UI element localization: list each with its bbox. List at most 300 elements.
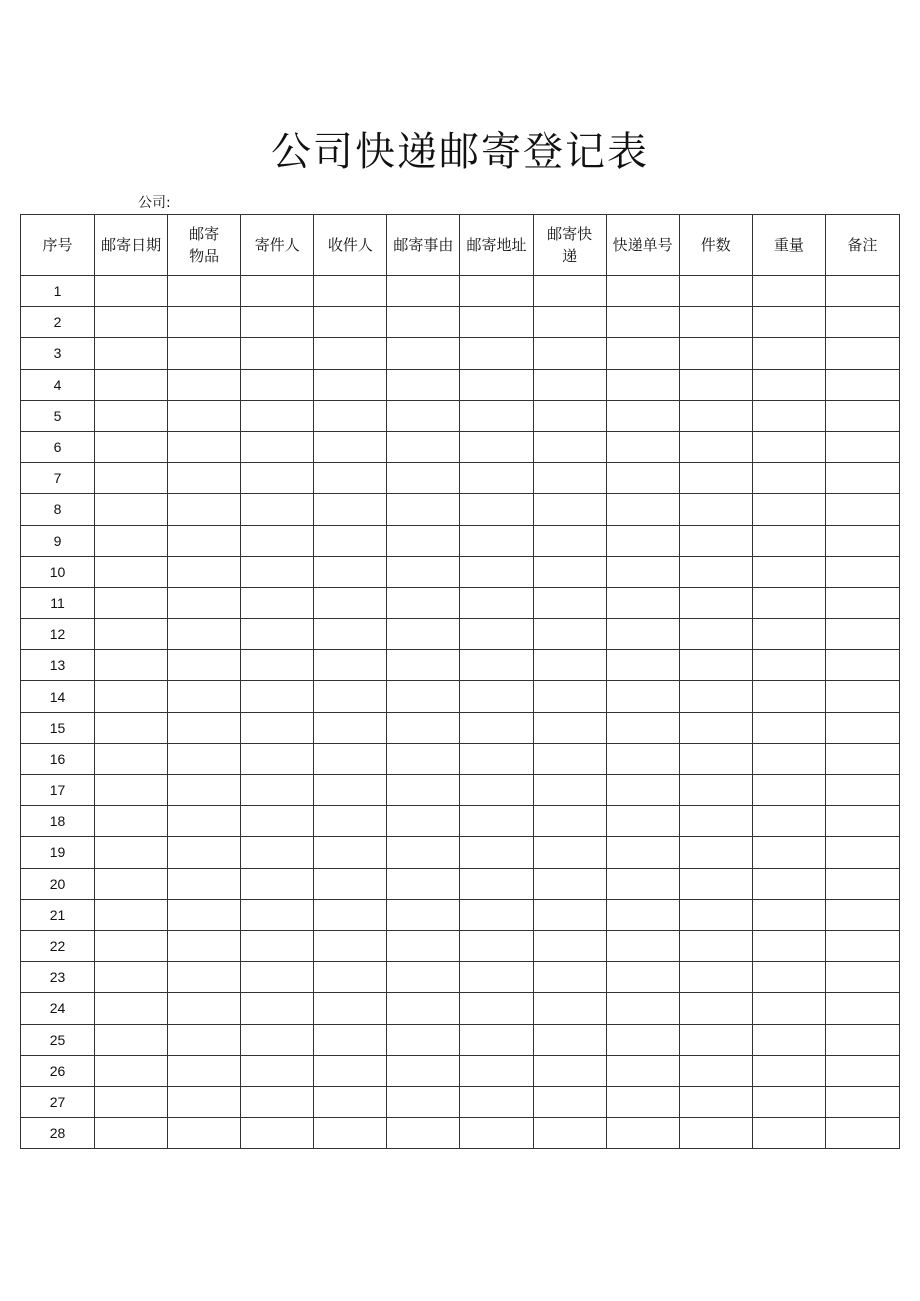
empty-entry-cell[interactable] [533, 431, 606, 462]
empty-entry-cell[interactable] [679, 369, 752, 400]
empty-entry-cell[interactable] [168, 619, 241, 650]
empty-entry-cell[interactable] [606, 525, 679, 556]
empty-entry-cell[interactable] [752, 650, 825, 681]
empty-entry-cell[interactable] [95, 1086, 168, 1117]
empty-entry-cell[interactable] [168, 1086, 241, 1117]
empty-entry-cell[interactable] [168, 556, 241, 587]
empty-entry-cell[interactable] [533, 962, 606, 993]
empty-entry-cell[interactable] [314, 369, 387, 400]
empty-entry-cell[interactable] [752, 806, 825, 837]
empty-entry-cell[interactable] [168, 587, 241, 618]
empty-entry-cell[interactable] [825, 338, 899, 369]
empty-entry-cell[interactable] [387, 525, 460, 556]
empty-entry-cell[interactable] [314, 307, 387, 338]
empty-entry-cell[interactable] [241, 400, 314, 431]
empty-entry-cell[interactable] [460, 899, 533, 930]
empty-entry-cell[interactable] [606, 338, 679, 369]
empty-entry-cell[interactable] [752, 775, 825, 806]
empty-entry-cell[interactable] [460, 1118, 533, 1149]
empty-entry-cell[interactable] [533, 338, 606, 369]
empty-entry-cell[interactable] [679, 556, 752, 587]
empty-entry-cell[interactable] [606, 743, 679, 774]
empty-entry-cell[interactable] [606, 993, 679, 1024]
empty-entry-cell[interactable] [241, 1118, 314, 1149]
empty-entry-cell[interactable] [752, 868, 825, 899]
empty-entry-cell[interactable] [606, 1086, 679, 1117]
empty-entry-cell[interactable] [533, 806, 606, 837]
empty-entry-cell[interactable] [606, 681, 679, 712]
empty-entry-cell[interactable] [241, 276, 314, 307]
empty-entry-cell[interactable] [533, 775, 606, 806]
empty-entry-cell[interactable] [168, 806, 241, 837]
empty-entry-cell[interactable] [825, 431, 899, 462]
empty-entry-cell[interactable] [95, 587, 168, 618]
empty-entry-cell[interactable] [533, 993, 606, 1024]
empty-entry-cell[interactable] [752, 338, 825, 369]
empty-entry-cell[interactable] [679, 930, 752, 961]
empty-entry-cell[interactable] [241, 837, 314, 868]
empty-entry-cell[interactable] [679, 899, 752, 930]
empty-entry-cell[interactable] [460, 650, 533, 681]
empty-entry-cell[interactable] [168, 307, 241, 338]
empty-entry-cell[interactable] [168, 743, 241, 774]
empty-entry-cell[interactable] [825, 712, 899, 743]
empty-entry-cell[interactable] [533, 556, 606, 587]
empty-entry-cell[interactable] [241, 712, 314, 743]
empty-entry-cell[interactable] [460, 431, 533, 462]
empty-entry-cell[interactable] [752, 463, 825, 494]
empty-entry-cell[interactable] [679, 619, 752, 650]
empty-entry-cell[interactable] [314, 993, 387, 1024]
empty-entry-cell[interactable] [314, 962, 387, 993]
empty-entry-cell[interactable] [679, 1118, 752, 1149]
empty-entry-cell[interactable] [387, 587, 460, 618]
empty-entry-cell[interactable] [460, 962, 533, 993]
empty-entry-cell[interactable] [168, 868, 241, 899]
empty-entry-cell[interactable] [168, 775, 241, 806]
empty-entry-cell[interactable] [168, 993, 241, 1024]
empty-entry-cell[interactable] [241, 868, 314, 899]
empty-entry-cell[interactable] [679, 463, 752, 494]
empty-entry-cell[interactable] [606, 899, 679, 930]
empty-entry-cell[interactable] [95, 463, 168, 494]
empty-entry-cell[interactable] [460, 619, 533, 650]
empty-entry-cell[interactable] [387, 712, 460, 743]
empty-entry-cell[interactable] [95, 650, 168, 681]
empty-entry-cell[interactable] [679, 494, 752, 525]
empty-entry-cell[interactable] [314, 681, 387, 712]
empty-entry-cell[interactable] [314, 1055, 387, 1086]
empty-entry-cell[interactable] [679, 712, 752, 743]
empty-entry-cell[interactable] [533, 276, 606, 307]
empty-entry-cell[interactable] [825, 307, 899, 338]
empty-entry-cell[interactable] [533, 837, 606, 868]
empty-entry-cell[interactable] [606, 619, 679, 650]
empty-entry-cell[interactable] [533, 619, 606, 650]
empty-entry-cell[interactable] [314, 1024, 387, 1055]
empty-entry-cell[interactable] [314, 775, 387, 806]
empty-entry-cell[interactable] [606, 1055, 679, 1086]
empty-entry-cell[interactable] [460, 338, 533, 369]
empty-entry-cell[interactable] [314, 494, 387, 525]
empty-entry-cell[interactable] [825, 930, 899, 961]
empty-entry-cell[interactable] [533, 743, 606, 774]
empty-entry-cell[interactable] [825, 1086, 899, 1117]
empty-entry-cell[interactable] [606, 494, 679, 525]
empty-entry-cell[interactable] [679, 431, 752, 462]
empty-entry-cell[interactable] [387, 993, 460, 1024]
empty-entry-cell[interactable] [387, 1086, 460, 1117]
empty-entry-cell[interactable] [168, 837, 241, 868]
empty-entry-cell[interactable] [825, 400, 899, 431]
empty-entry-cell[interactable] [314, 868, 387, 899]
empty-entry-cell[interactable] [825, 962, 899, 993]
empty-entry-cell[interactable] [314, 619, 387, 650]
empty-entry-cell[interactable] [168, 525, 241, 556]
empty-entry-cell[interactable] [460, 775, 533, 806]
empty-entry-cell[interactable] [533, 307, 606, 338]
empty-entry-cell[interactable] [533, 1055, 606, 1086]
empty-entry-cell[interactable] [387, 681, 460, 712]
empty-entry-cell[interactable] [460, 1024, 533, 1055]
empty-entry-cell[interactable] [168, 962, 241, 993]
empty-entry-cell[interactable] [460, 712, 533, 743]
empty-entry-cell[interactable] [460, 556, 533, 587]
empty-entry-cell[interactable] [752, 962, 825, 993]
empty-entry-cell[interactable] [314, 556, 387, 587]
empty-entry-cell[interactable] [241, 307, 314, 338]
empty-entry-cell[interactable] [825, 369, 899, 400]
empty-entry-cell[interactable] [241, 993, 314, 1024]
empty-entry-cell[interactable] [95, 837, 168, 868]
empty-entry-cell[interactable] [387, 743, 460, 774]
empty-entry-cell[interactable] [387, 338, 460, 369]
empty-entry-cell[interactable] [533, 525, 606, 556]
empty-entry-cell[interactable] [387, 1055, 460, 1086]
empty-entry-cell[interactable] [679, 775, 752, 806]
empty-entry-cell[interactable] [679, 962, 752, 993]
empty-entry-cell[interactable] [752, 556, 825, 587]
empty-entry-cell[interactable] [606, 556, 679, 587]
empty-entry-cell[interactable] [606, 369, 679, 400]
empty-entry-cell[interactable] [95, 338, 168, 369]
empty-entry-cell[interactable] [460, 463, 533, 494]
empty-entry-cell[interactable] [314, 525, 387, 556]
empty-entry-cell[interactable] [95, 619, 168, 650]
empty-entry-cell[interactable] [533, 587, 606, 618]
empty-entry-cell[interactable] [752, 681, 825, 712]
empty-entry-cell[interactable] [95, 993, 168, 1024]
empty-entry-cell[interactable] [387, 307, 460, 338]
empty-entry-cell[interactable] [168, 1055, 241, 1086]
empty-entry-cell[interactable] [752, 431, 825, 462]
empty-entry-cell[interactable] [752, 525, 825, 556]
empty-entry-cell[interactable] [752, 494, 825, 525]
empty-entry-cell[interactable] [241, 899, 314, 930]
empty-entry-cell[interactable] [533, 930, 606, 961]
empty-entry-cell[interactable] [168, 400, 241, 431]
empty-entry-cell[interactable] [241, 587, 314, 618]
empty-entry-cell[interactable] [241, 743, 314, 774]
empty-entry-cell[interactable] [533, 494, 606, 525]
empty-entry-cell[interactable] [825, 276, 899, 307]
empty-entry-cell[interactable] [825, 525, 899, 556]
empty-entry-cell[interactable] [679, 993, 752, 1024]
empty-entry-cell[interactable] [387, 775, 460, 806]
empty-entry-cell[interactable] [95, 525, 168, 556]
empty-entry-cell[interactable] [95, 1118, 168, 1149]
empty-entry-cell[interactable] [533, 1118, 606, 1149]
empty-entry-cell[interactable] [95, 775, 168, 806]
empty-entry-cell[interactable] [241, 556, 314, 587]
empty-entry-cell[interactable] [752, 712, 825, 743]
empty-entry-cell[interactable] [825, 650, 899, 681]
empty-entry-cell[interactable] [314, 463, 387, 494]
empty-entry-cell[interactable] [825, 1024, 899, 1055]
empty-entry-cell[interactable] [460, 525, 533, 556]
empty-entry-cell[interactable] [679, 587, 752, 618]
empty-entry-cell[interactable] [825, 899, 899, 930]
empty-entry-cell[interactable] [533, 712, 606, 743]
empty-entry-cell[interactable] [241, 463, 314, 494]
empty-entry-cell[interactable] [314, 650, 387, 681]
empty-entry-cell[interactable] [825, 681, 899, 712]
empty-entry-cell[interactable] [314, 400, 387, 431]
empty-entry-cell[interactable] [95, 712, 168, 743]
empty-entry-cell[interactable] [95, 868, 168, 899]
empty-entry-cell[interactable] [825, 463, 899, 494]
empty-entry-cell[interactable] [533, 1086, 606, 1117]
empty-entry-cell[interactable] [95, 1055, 168, 1086]
empty-entry-cell[interactable] [606, 650, 679, 681]
empty-entry-cell[interactable] [679, 1024, 752, 1055]
empty-entry-cell[interactable] [460, 276, 533, 307]
empty-entry-cell[interactable] [460, 837, 533, 868]
empty-entry-cell[interactable] [387, 837, 460, 868]
empty-entry-cell[interactable] [241, 619, 314, 650]
empty-entry-cell[interactable] [606, 463, 679, 494]
empty-entry-cell[interactable] [387, 400, 460, 431]
empty-entry-cell[interactable] [241, 1055, 314, 1086]
empty-entry-cell[interactable] [533, 650, 606, 681]
empty-entry-cell[interactable] [314, 806, 387, 837]
empty-entry-cell[interactable] [95, 962, 168, 993]
empty-entry-cell[interactable] [752, 307, 825, 338]
empty-entry-cell[interactable] [533, 868, 606, 899]
empty-entry-cell[interactable] [314, 276, 387, 307]
empty-entry-cell[interactable] [752, 1055, 825, 1086]
empty-entry-cell[interactable] [825, 556, 899, 587]
empty-entry-cell[interactable] [752, 993, 825, 1024]
empty-entry-cell[interactable] [606, 930, 679, 961]
empty-entry-cell[interactable] [387, 619, 460, 650]
empty-entry-cell[interactable] [168, 338, 241, 369]
empty-entry-cell[interactable] [95, 307, 168, 338]
empty-entry-cell[interactable] [95, 1024, 168, 1055]
empty-entry-cell[interactable] [241, 775, 314, 806]
empty-entry-cell[interactable] [168, 930, 241, 961]
empty-entry-cell[interactable] [752, 276, 825, 307]
empty-entry-cell[interactable] [606, 837, 679, 868]
empty-entry-cell[interactable] [241, 1024, 314, 1055]
empty-entry-cell[interactable] [314, 837, 387, 868]
empty-entry-cell[interactable] [825, 619, 899, 650]
empty-entry-cell[interactable] [387, 806, 460, 837]
empty-entry-cell[interactable] [95, 369, 168, 400]
empty-entry-cell[interactable] [679, 1055, 752, 1086]
empty-entry-cell[interactable] [241, 1086, 314, 1117]
empty-entry-cell[interactable] [168, 431, 241, 462]
empty-entry-cell[interactable] [533, 400, 606, 431]
empty-entry-cell[interactable] [606, 868, 679, 899]
empty-entry-cell[interactable] [95, 930, 168, 961]
empty-entry-cell[interactable] [825, 1118, 899, 1149]
empty-entry-cell[interactable] [825, 1055, 899, 1086]
empty-entry-cell[interactable] [387, 1024, 460, 1055]
empty-entry-cell[interactable] [606, 587, 679, 618]
empty-entry-cell[interactable] [387, 463, 460, 494]
empty-entry-cell[interactable] [241, 525, 314, 556]
empty-entry-cell[interactable] [679, 837, 752, 868]
empty-entry-cell[interactable] [241, 962, 314, 993]
empty-entry-cell[interactable] [95, 806, 168, 837]
empty-entry-cell[interactable] [168, 494, 241, 525]
empty-entry-cell[interactable] [752, 899, 825, 930]
empty-entry-cell[interactable] [752, 1024, 825, 1055]
empty-entry-cell[interactable] [387, 962, 460, 993]
empty-entry-cell[interactable] [825, 806, 899, 837]
empty-entry-cell[interactable] [314, 1086, 387, 1117]
empty-entry-cell[interactable] [825, 837, 899, 868]
empty-entry-cell[interactable] [460, 1086, 533, 1117]
empty-entry-cell[interactable] [314, 712, 387, 743]
empty-entry-cell[interactable] [387, 276, 460, 307]
empty-entry-cell[interactable] [679, 650, 752, 681]
empty-entry-cell[interactable] [752, 619, 825, 650]
empty-entry-cell[interactable] [387, 930, 460, 961]
empty-entry-cell[interactable] [460, 681, 533, 712]
empty-entry-cell[interactable] [314, 431, 387, 462]
empty-entry-cell[interactable] [314, 1118, 387, 1149]
empty-entry-cell[interactable] [168, 369, 241, 400]
empty-entry-cell[interactable] [168, 1024, 241, 1055]
empty-entry-cell[interactable] [387, 556, 460, 587]
empty-entry-cell[interactable] [241, 338, 314, 369]
empty-entry-cell[interactable] [95, 431, 168, 462]
empty-entry-cell[interactable] [460, 587, 533, 618]
empty-entry-cell[interactable] [460, 494, 533, 525]
empty-entry-cell[interactable] [533, 1024, 606, 1055]
empty-entry-cell[interactable] [606, 712, 679, 743]
empty-entry-cell[interactable] [168, 463, 241, 494]
empty-entry-cell[interactable] [679, 681, 752, 712]
empty-entry-cell[interactable] [387, 650, 460, 681]
empty-entry-cell[interactable] [168, 899, 241, 930]
empty-entry-cell[interactable] [752, 587, 825, 618]
empty-entry-cell[interactable] [679, 743, 752, 774]
empty-entry-cell[interactable] [606, 775, 679, 806]
empty-entry-cell[interactable] [387, 494, 460, 525]
empty-entry-cell[interactable] [752, 1086, 825, 1117]
empty-entry-cell[interactable] [314, 587, 387, 618]
empty-entry-cell[interactable] [314, 899, 387, 930]
empty-entry-cell[interactable] [679, 338, 752, 369]
empty-entry-cell[interactable] [314, 930, 387, 961]
empty-entry-cell[interactable] [752, 837, 825, 868]
empty-entry-cell[interactable] [752, 743, 825, 774]
empty-entry-cell[interactable] [314, 338, 387, 369]
empty-entry-cell[interactable] [533, 369, 606, 400]
empty-entry-cell[interactable] [95, 556, 168, 587]
empty-entry-cell[interactable] [241, 650, 314, 681]
empty-entry-cell[interactable] [752, 400, 825, 431]
empty-entry-cell[interactable] [679, 400, 752, 431]
empty-entry-cell[interactable] [460, 806, 533, 837]
empty-entry-cell[interactable] [752, 930, 825, 961]
empty-entry-cell[interactable] [387, 431, 460, 462]
empty-entry-cell[interactable] [679, 868, 752, 899]
empty-entry-cell[interactable] [533, 899, 606, 930]
empty-entry-cell[interactable] [460, 307, 533, 338]
empty-entry-cell[interactable] [241, 930, 314, 961]
empty-entry-cell[interactable] [606, 276, 679, 307]
empty-entry-cell[interactable] [387, 369, 460, 400]
empty-entry-cell[interactable] [241, 431, 314, 462]
empty-entry-cell[interactable] [606, 307, 679, 338]
empty-entry-cell[interactable] [679, 307, 752, 338]
empty-entry-cell[interactable] [679, 806, 752, 837]
empty-entry-cell[interactable] [168, 650, 241, 681]
empty-entry-cell[interactable] [533, 681, 606, 712]
empty-entry-cell[interactable] [168, 276, 241, 307]
empty-entry-cell[interactable] [168, 712, 241, 743]
empty-entry-cell[interactable] [606, 962, 679, 993]
empty-entry-cell[interactable] [606, 431, 679, 462]
empty-entry-cell[interactable] [825, 868, 899, 899]
empty-entry-cell[interactable] [752, 1118, 825, 1149]
empty-entry-cell[interactable] [606, 806, 679, 837]
empty-entry-cell[interactable] [679, 525, 752, 556]
empty-entry-cell[interactable] [606, 1024, 679, 1055]
empty-entry-cell[interactable] [825, 587, 899, 618]
empty-entry-cell[interactable] [679, 1086, 752, 1117]
empty-entry-cell[interactable] [95, 494, 168, 525]
empty-entry-cell[interactable] [825, 494, 899, 525]
empty-entry-cell[interactable] [460, 993, 533, 1024]
empty-entry-cell[interactable] [533, 463, 606, 494]
empty-entry-cell[interactable] [825, 775, 899, 806]
empty-entry-cell[interactable] [241, 681, 314, 712]
empty-entry-cell[interactable] [387, 899, 460, 930]
empty-entry-cell[interactable] [606, 1118, 679, 1149]
empty-entry-cell[interactable] [460, 400, 533, 431]
empty-entry-cell[interactable] [95, 400, 168, 431]
empty-entry-cell[interactable] [825, 743, 899, 774]
empty-entry-cell[interactable] [679, 276, 752, 307]
empty-entry-cell[interactable] [460, 868, 533, 899]
empty-entry-cell[interactable] [95, 899, 168, 930]
empty-entry-cell[interactable] [168, 681, 241, 712]
empty-entry-cell[interactable] [95, 276, 168, 307]
empty-entry-cell[interactable] [387, 1118, 460, 1149]
empty-entry-cell[interactable] [460, 743, 533, 774]
empty-entry-cell[interactable] [241, 806, 314, 837]
empty-entry-cell[interactable] [460, 1055, 533, 1086]
empty-entry-cell[interactable] [168, 1118, 241, 1149]
empty-entry-cell[interactable] [460, 930, 533, 961]
empty-entry-cell[interactable] [241, 369, 314, 400]
empty-entry-cell[interactable] [314, 743, 387, 774]
